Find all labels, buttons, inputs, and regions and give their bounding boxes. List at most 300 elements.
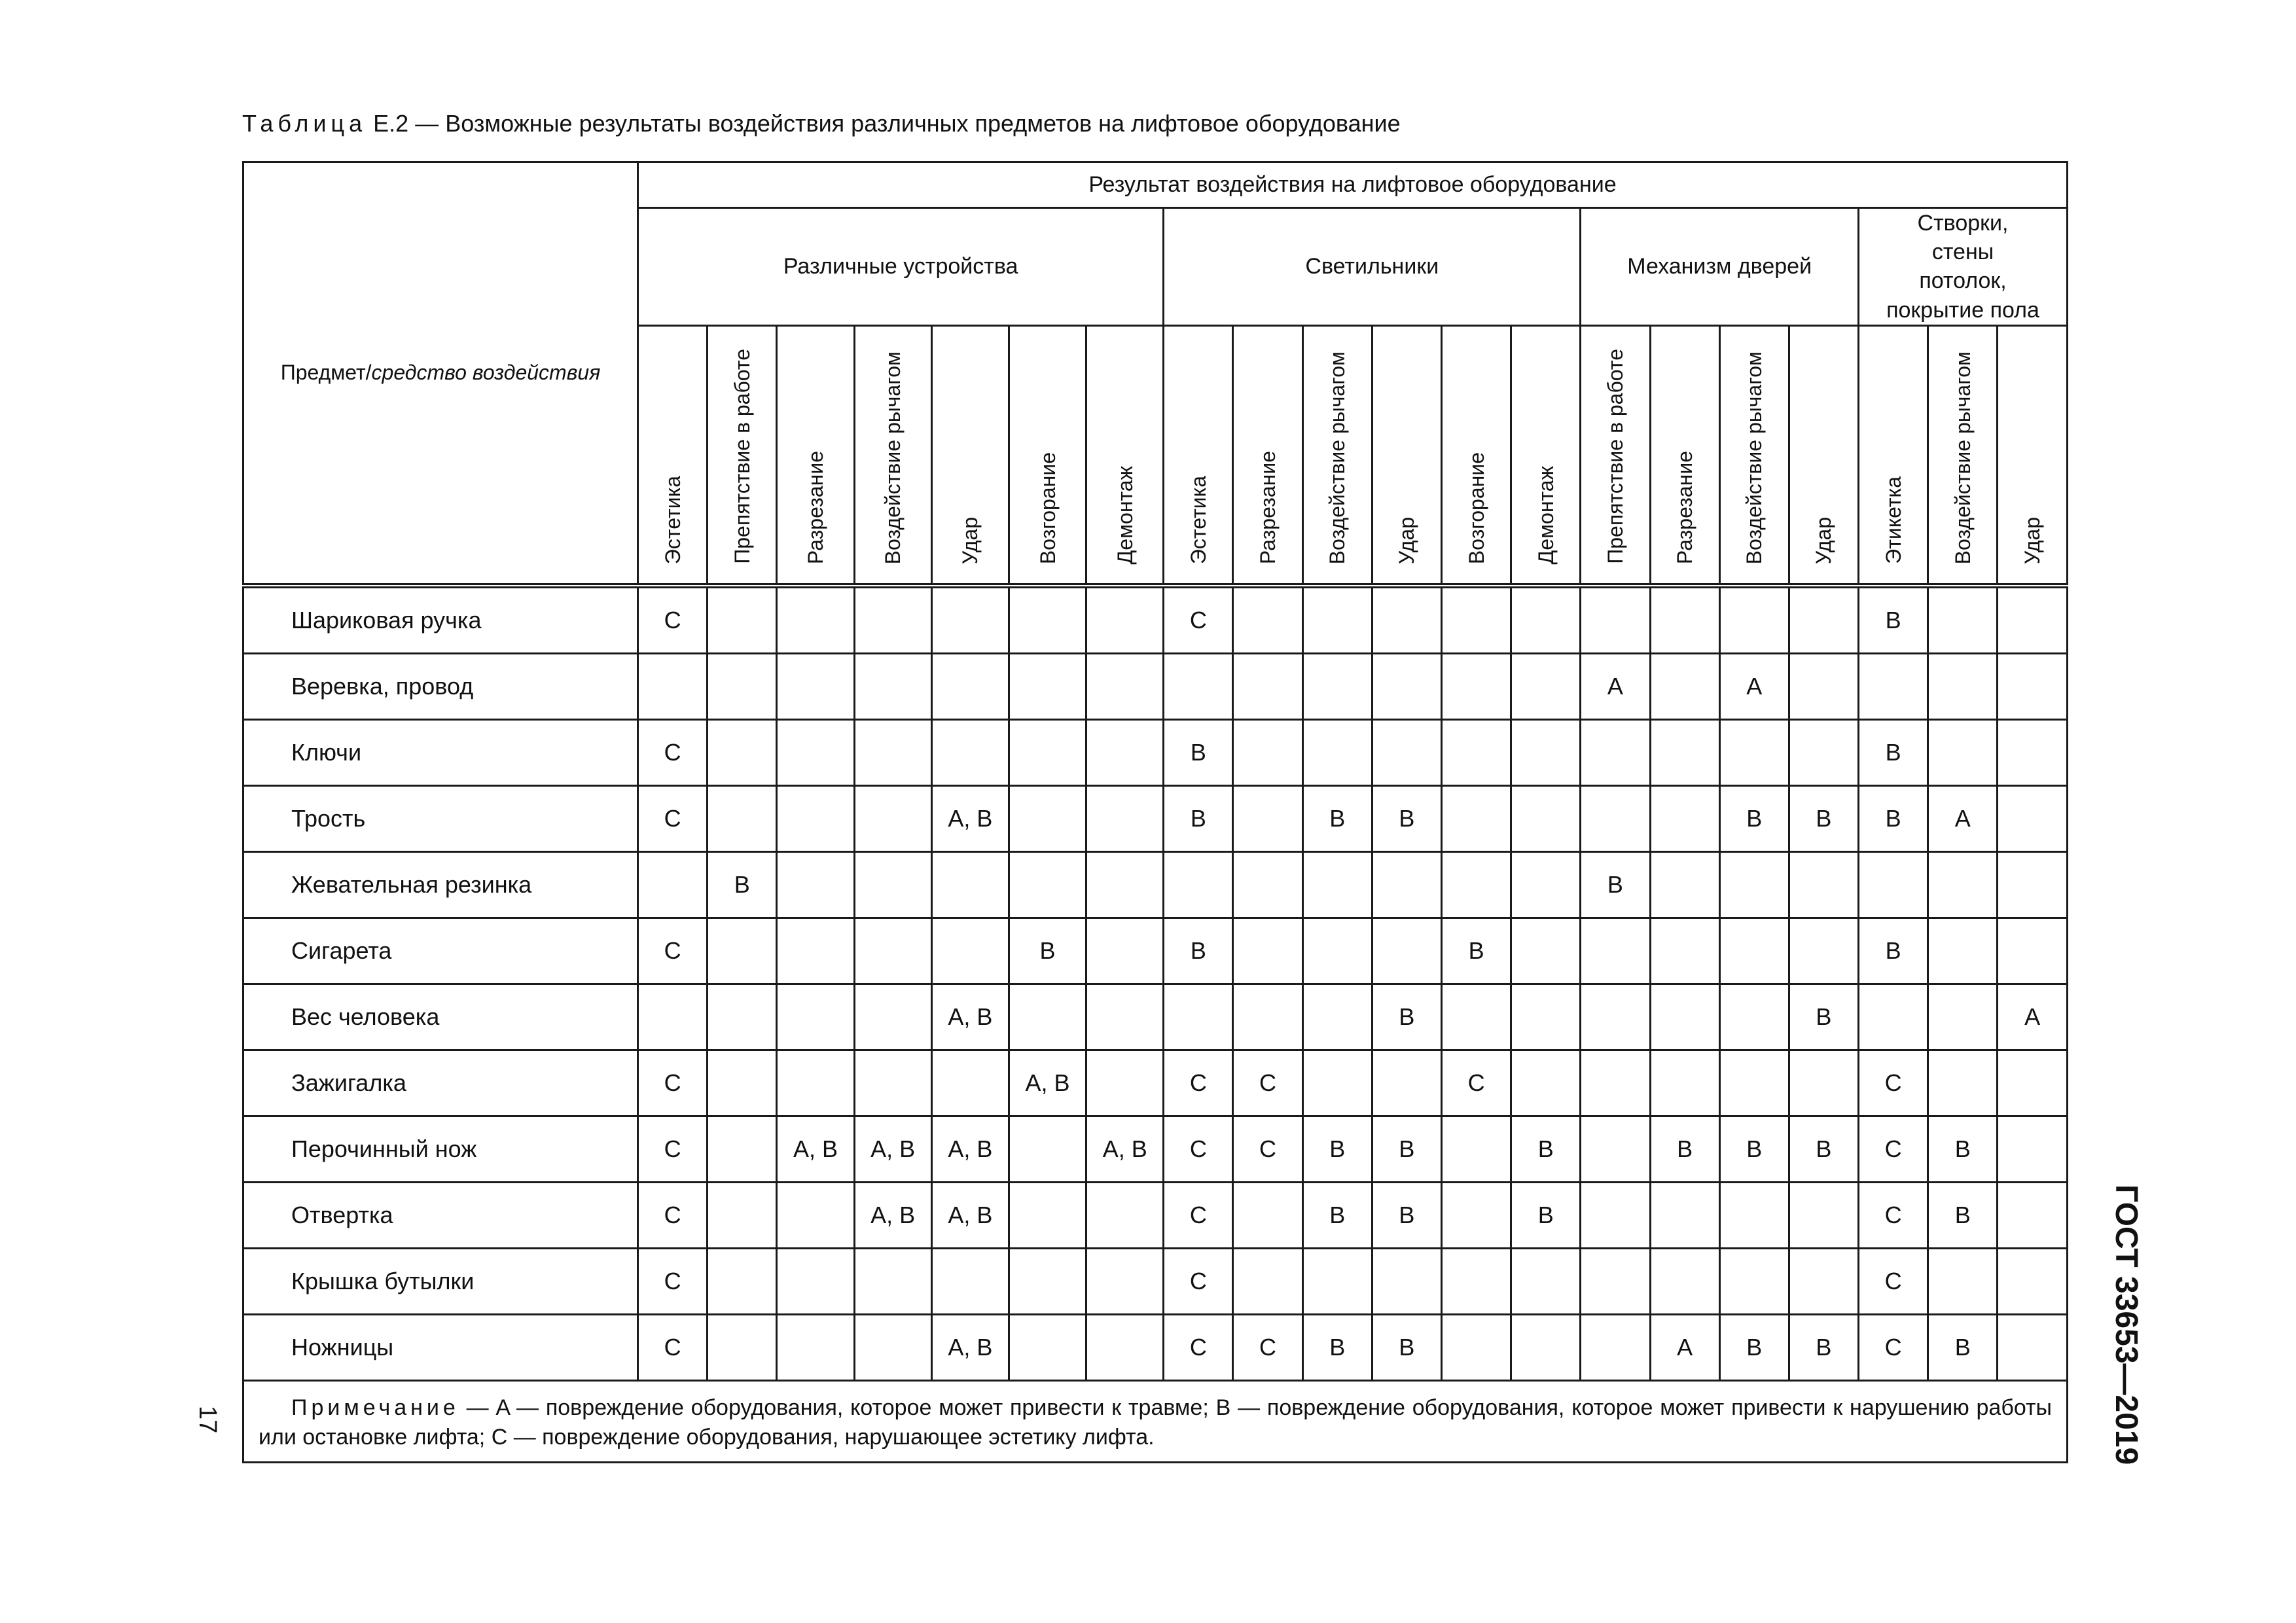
table-cell bbox=[1372, 720, 1441, 786]
table-cell bbox=[1998, 1315, 2068, 1381]
table-row bbox=[243, 786, 2068, 852]
column-header-label: Воздействие рычагом bbox=[1325, 351, 1350, 565]
table-cell: B bbox=[1302, 786, 1372, 852]
group-header: Механизм дверей bbox=[1581, 208, 1859, 326]
table-cell: B bbox=[1859, 918, 1928, 984]
table-cell bbox=[1719, 720, 1789, 786]
table-cell bbox=[777, 1315, 854, 1381]
table-cell bbox=[854, 984, 931, 1050]
table-cell bbox=[1789, 1183, 1858, 1249]
table-cell bbox=[1372, 586, 1441, 654]
table-cell: B bbox=[1928, 1315, 1998, 1381]
table-cell bbox=[1719, 586, 1789, 654]
table-cell bbox=[1581, 720, 1650, 786]
table-cell bbox=[1650, 586, 1719, 654]
table-cell bbox=[1719, 852, 1789, 918]
table-cell: C bbox=[638, 918, 708, 984]
table-row bbox=[243, 984, 2068, 1050]
table-cell: C bbox=[638, 1183, 708, 1249]
note-row bbox=[243, 1381, 2068, 1463]
table-cell bbox=[708, 586, 777, 654]
table-cell: C bbox=[638, 1116, 708, 1183]
table-cell: B bbox=[708, 852, 777, 918]
column-header-label: Возгорание bbox=[1464, 452, 1488, 565]
table-cell: C bbox=[1441, 1050, 1511, 1116]
table-cell bbox=[1650, 786, 1719, 852]
table-cell: C bbox=[1859, 1183, 1928, 1249]
impact-table bbox=[242, 161, 2068, 1463]
table-cell bbox=[777, 786, 854, 852]
table-cell bbox=[777, 1050, 854, 1116]
column-header bbox=[1719, 325, 1789, 586]
table-cell: C bbox=[638, 1050, 708, 1116]
table-cell bbox=[931, 586, 1009, 654]
column-header bbox=[1302, 325, 1372, 586]
table-cell bbox=[1789, 654, 1858, 720]
table-cell bbox=[1009, 586, 1086, 654]
table-cell bbox=[1928, 586, 1998, 654]
table-cell: B bbox=[1372, 984, 1441, 1050]
table-cell bbox=[1719, 1183, 1789, 1249]
table-cell bbox=[1164, 852, 1233, 918]
table-cell: B bbox=[1789, 984, 1858, 1050]
table-cell bbox=[1233, 654, 1302, 720]
table-cell bbox=[1086, 1050, 1164, 1116]
table-cell bbox=[708, 654, 777, 720]
row-subject: Крышка бутылки bbox=[243, 1249, 638, 1315]
row-subject: Шариковая ручка bbox=[243, 586, 638, 654]
table-cell bbox=[1009, 720, 1086, 786]
table-cell bbox=[1164, 984, 1233, 1050]
column-header-label: Препятствие в работе bbox=[1603, 349, 1627, 565]
table-cell bbox=[777, 984, 854, 1050]
table-cell bbox=[777, 1249, 854, 1315]
table-cell: C bbox=[1164, 1183, 1233, 1249]
table-cell: C bbox=[1233, 1050, 1302, 1116]
table-cell bbox=[1302, 984, 1372, 1050]
column-header bbox=[1511, 325, 1581, 586]
row-subject: Сигарета bbox=[243, 918, 638, 984]
table-cell bbox=[1009, 852, 1086, 918]
column-header-label: Удар bbox=[1812, 516, 1836, 565]
table-cell: C bbox=[1164, 586, 1233, 654]
column-header bbox=[931, 325, 1009, 586]
table-cell bbox=[1928, 1249, 1998, 1315]
table-cell bbox=[1009, 984, 1086, 1050]
table-row bbox=[243, 918, 2068, 984]
table-cell bbox=[1009, 786, 1086, 852]
table-cell bbox=[1511, 654, 1581, 720]
table-cell: B bbox=[1372, 786, 1441, 852]
group-header: Светильники bbox=[1164, 208, 1581, 326]
table-cell bbox=[1581, 1050, 1650, 1116]
column-header bbox=[1650, 325, 1719, 586]
row-subject: Вес человека bbox=[243, 984, 638, 1050]
table-cell: B bbox=[1859, 720, 1928, 786]
table-cell bbox=[1789, 852, 1858, 918]
table-cell bbox=[1233, 786, 1302, 852]
table-cell: A, B bbox=[931, 984, 1009, 1050]
caption-label: Таблица bbox=[242, 110, 367, 137]
table-cell: B bbox=[1650, 1116, 1719, 1183]
table-cell: B bbox=[1719, 786, 1789, 852]
table-cell bbox=[1086, 1315, 1164, 1381]
row-subject: Трость bbox=[243, 786, 638, 852]
table-cell bbox=[1511, 918, 1581, 984]
column-header-label: Демонтаж bbox=[1534, 465, 1558, 565]
table-cell bbox=[1302, 852, 1372, 918]
table-cell: C bbox=[1233, 1116, 1302, 1183]
column-header bbox=[1928, 325, 1998, 586]
table-cell: B bbox=[1719, 1116, 1789, 1183]
table-cell bbox=[638, 984, 708, 1050]
table-cell bbox=[1086, 786, 1164, 852]
table-cell bbox=[708, 918, 777, 984]
table-cell: C bbox=[1859, 1050, 1928, 1116]
table-cell bbox=[708, 786, 777, 852]
table-cell bbox=[1511, 1249, 1581, 1315]
column-header-label: Разрезание bbox=[803, 450, 827, 565]
table-cell: B bbox=[1719, 1315, 1789, 1381]
note-text: — A — повреждение оборудования, которое может привести к травме; B — повреждение оборудования, которое может привести к нарушению работы или остановке лифта; C — повреждение оборудования, нарушающее эстетику лифта. bbox=[259, 1395, 2052, 1450]
column-header bbox=[1581, 325, 1650, 586]
table-cell bbox=[854, 1315, 931, 1381]
table-cell: B bbox=[1302, 1315, 1372, 1381]
table-cell bbox=[1086, 984, 1164, 1050]
table-cell bbox=[1511, 786, 1581, 852]
table-cell bbox=[1441, 654, 1511, 720]
table-cell bbox=[1998, 654, 2068, 720]
table-cell: B bbox=[1302, 1183, 1372, 1249]
table-cell bbox=[1372, 852, 1441, 918]
table-row bbox=[243, 1050, 2068, 1116]
table-cell bbox=[1233, 852, 1302, 918]
row-subject: Перочинный нож bbox=[243, 1116, 638, 1183]
table-cell: C bbox=[1233, 1315, 1302, 1381]
table-row bbox=[243, 1315, 2068, 1381]
table-cell bbox=[1928, 984, 1998, 1050]
table-cell: C bbox=[1164, 1050, 1233, 1116]
table-cell bbox=[1086, 586, 1164, 654]
column-header-label: Воздействие рычагом bbox=[1742, 351, 1767, 565]
table-cell: A, B bbox=[931, 1116, 1009, 1183]
table-cell bbox=[1372, 1249, 1441, 1315]
column-header-label: Возгорание bbox=[1035, 452, 1060, 565]
column-header bbox=[1233, 325, 1302, 586]
column-header-label: Эстетика bbox=[1186, 476, 1210, 565]
group-header: Створки, стены потолок, покрытие пола bbox=[1859, 208, 2068, 326]
table-cell bbox=[1086, 654, 1164, 720]
column-header-label: Удар bbox=[2020, 516, 2045, 565]
table-cell bbox=[1302, 720, 1372, 786]
table-cell bbox=[777, 720, 854, 786]
table-cell: C bbox=[638, 720, 708, 786]
table-cell: B bbox=[1302, 1116, 1372, 1183]
table-cell: A, B bbox=[931, 1315, 1009, 1381]
table-cell: B bbox=[1511, 1116, 1581, 1183]
table-cell bbox=[1581, 1116, 1650, 1183]
row-subject: Ножницы bbox=[243, 1315, 638, 1381]
table-cell bbox=[708, 1050, 777, 1116]
page-number: 17 bbox=[194, 1406, 221, 1434]
table-cell: B bbox=[1859, 786, 1928, 852]
table-cell bbox=[708, 1116, 777, 1183]
table-cell bbox=[1789, 918, 1858, 984]
column-header-label: Демонтаж bbox=[1113, 465, 1137, 565]
table-cell bbox=[708, 720, 777, 786]
table-cell bbox=[1441, 1315, 1511, 1381]
table-cell bbox=[1441, 1183, 1511, 1249]
table-cell bbox=[1581, 1249, 1650, 1315]
column-header bbox=[1859, 325, 1928, 586]
table-cell bbox=[1441, 852, 1511, 918]
table-cell bbox=[1789, 1249, 1858, 1315]
group-header: Различные устройства bbox=[638, 208, 1164, 326]
table-cell bbox=[638, 852, 708, 918]
table-cell bbox=[1441, 586, 1511, 654]
table-cell: A, B bbox=[854, 1183, 931, 1249]
table-cell bbox=[854, 654, 931, 720]
table-cell bbox=[1719, 1249, 1789, 1315]
table-cell bbox=[1859, 984, 1928, 1050]
table-cell bbox=[1719, 984, 1789, 1050]
table-cell bbox=[1650, 918, 1719, 984]
row-subject: Жевательная резинка bbox=[243, 852, 638, 918]
table-cell bbox=[1511, 852, 1581, 918]
table-row bbox=[243, 852, 2068, 918]
table-note bbox=[243, 1381, 2068, 1463]
table-cell bbox=[931, 1050, 1009, 1116]
table-cell: B bbox=[1164, 720, 1233, 786]
table-cell bbox=[708, 1183, 777, 1249]
table-cell bbox=[1650, 654, 1719, 720]
table-cell bbox=[1998, 1183, 2068, 1249]
row-subject: Отвертка bbox=[243, 1183, 638, 1249]
table-cell bbox=[1009, 1315, 1086, 1381]
table-cell bbox=[1009, 654, 1086, 720]
table-cell: A, B bbox=[1009, 1050, 1086, 1116]
table-cell bbox=[1233, 720, 1302, 786]
table-cell bbox=[1650, 1183, 1719, 1249]
table-cell bbox=[1928, 720, 1998, 786]
table-cell bbox=[1302, 1249, 1372, 1315]
table-cell bbox=[1233, 1249, 1302, 1315]
table-cell: C bbox=[638, 586, 708, 654]
table-cell: A, B bbox=[777, 1116, 854, 1183]
table-cell bbox=[1719, 1050, 1789, 1116]
column-header bbox=[1086, 325, 1164, 586]
column-header-label: Разрезание bbox=[1256, 450, 1280, 565]
table-cell bbox=[1581, 786, 1650, 852]
table-cell: C bbox=[638, 1249, 708, 1315]
table-cell: B bbox=[1009, 918, 1086, 984]
table-cell bbox=[1581, 1183, 1650, 1249]
result-header: Результат воздействия на лифтовое оборудование bbox=[638, 162, 2068, 208]
table-cell bbox=[1650, 720, 1719, 786]
column-header bbox=[854, 325, 931, 586]
table-cell bbox=[1086, 1183, 1164, 1249]
table-cell bbox=[1581, 1315, 1650, 1381]
table-cell bbox=[1789, 586, 1858, 654]
table-cell bbox=[1372, 918, 1441, 984]
table-cell bbox=[1441, 1116, 1511, 1183]
table-row bbox=[243, 1249, 2068, 1315]
table-cell: B bbox=[1372, 1116, 1441, 1183]
table-cell: C bbox=[1164, 1116, 1233, 1183]
table-cell bbox=[1086, 918, 1164, 984]
table-cell bbox=[1302, 918, 1372, 984]
table-cell: B bbox=[1164, 786, 1233, 852]
table-cell bbox=[1511, 586, 1581, 654]
table-cell bbox=[1372, 1050, 1441, 1116]
table-cell bbox=[1998, 852, 2068, 918]
table-cell bbox=[1511, 1050, 1581, 1116]
table-cell: B bbox=[1372, 1183, 1441, 1249]
table-cell bbox=[1998, 720, 2068, 786]
column-header-label: Этикетка bbox=[1881, 476, 1905, 565]
column-header bbox=[1372, 325, 1441, 586]
table-row bbox=[243, 720, 2068, 786]
table-cell bbox=[777, 852, 854, 918]
table-cell bbox=[1998, 918, 2068, 984]
table-cell bbox=[1009, 1183, 1086, 1249]
table-cell: B bbox=[1859, 586, 1928, 654]
table-cell bbox=[777, 918, 854, 984]
row-subject: Веревка, провод bbox=[243, 654, 638, 720]
table-cell bbox=[1650, 1249, 1719, 1315]
table-cell bbox=[1650, 984, 1719, 1050]
table-cell bbox=[638, 654, 708, 720]
table-cell bbox=[1581, 918, 1650, 984]
column-header-label: Эстетика bbox=[660, 476, 685, 565]
table-cell: A bbox=[1719, 654, 1789, 720]
table-cell: C bbox=[1859, 1249, 1928, 1315]
table-cell: B bbox=[1789, 1315, 1858, 1381]
table-cell bbox=[931, 720, 1009, 786]
column-header-label: Удар bbox=[1395, 516, 1419, 565]
table-cell: B bbox=[1164, 918, 1233, 984]
table-cell bbox=[1998, 1116, 2068, 1183]
column-header bbox=[1441, 325, 1511, 586]
table-cell bbox=[854, 586, 931, 654]
table-cell: B bbox=[1511, 1183, 1581, 1249]
table-cell bbox=[1789, 720, 1858, 786]
table-row bbox=[243, 586, 2068, 654]
table-cell bbox=[1441, 786, 1511, 852]
document-side-title: ГОСТ 33653—2019 bbox=[2109, 1185, 2144, 1465]
column-header-label: Воздействие рычагом bbox=[1950, 351, 1975, 565]
note-label: Примечание bbox=[291, 1395, 459, 1421]
column-header-label: Удар bbox=[958, 516, 982, 565]
table-cell bbox=[1009, 1249, 1086, 1315]
column-header bbox=[1789, 325, 1858, 586]
table-cell bbox=[1511, 1315, 1581, 1381]
table-cell bbox=[1441, 720, 1511, 786]
table-cell bbox=[1086, 1249, 1164, 1315]
table-caption bbox=[242, 110, 1401, 137]
table-cell bbox=[854, 1050, 931, 1116]
table-cell bbox=[1998, 586, 2068, 654]
table-row bbox=[243, 1116, 2068, 1183]
table-cell bbox=[1650, 852, 1719, 918]
table-cell bbox=[1164, 654, 1233, 720]
subject-column-header bbox=[243, 162, 638, 586]
table-cell bbox=[708, 1315, 777, 1381]
table-cell bbox=[1928, 1050, 1998, 1116]
table-cell bbox=[1233, 586, 1302, 654]
table-cell: C bbox=[1859, 1315, 1928, 1381]
table-cell: C bbox=[638, 786, 708, 852]
table-cell bbox=[854, 720, 931, 786]
table-cell bbox=[1928, 852, 1998, 918]
table-cell: A, B bbox=[931, 786, 1009, 852]
table-cell bbox=[1928, 918, 1998, 984]
table-cell bbox=[854, 1249, 931, 1315]
table-cell: C bbox=[1164, 1249, 1233, 1315]
table-cell bbox=[1789, 1050, 1858, 1116]
table-cell bbox=[1302, 1050, 1372, 1116]
column-header bbox=[1009, 325, 1086, 586]
table-cell bbox=[854, 852, 931, 918]
table-cell: B bbox=[1789, 1116, 1858, 1183]
table-cell: B bbox=[1441, 918, 1511, 984]
table-cell bbox=[708, 1249, 777, 1315]
table-cell bbox=[1998, 1249, 2068, 1315]
table-cell bbox=[1086, 720, 1164, 786]
table-cell bbox=[1302, 586, 1372, 654]
table-cell: B bbox=[1928, 1116, 1998, 1183]
table-cell bbox=[1233, 1183, 1302, 1249]
table-cell bbox=[1998, 1050, 2068, 1116]
table-cell bbox=[931, 918, 1009, 984]
row-subject: Ключи bbox=[243, 720, 638, 786]
table-cell bbox=[1233, 918, 1302, 984]
table-cell bbox=[1233, 984, 1302, 1050]
column-header-label: Разрезание bbox=[1673, 450, 1697, 565]
table-cell: A bbox=[1998, 984, 2068, 1050]
table-cell bbox=[708, 984, 777, 1050]
table-cell: B bbox=[1928, 1183, 1998, 1249]
table-cell: B bbox=[1581, 852, 1650, 918]
table-cell bbox=[1302, 654, 1372, 720]
table-cell bbox=[1859, 654, 1928, 720]
table-row bbox=[243, 1183, 2068, 1249]
column-header-label: Воздействие рычагом bbox=[881, 351, 905, 565]
table-cell: C bbox=[638, 1315, 708, 1381]
table-cell bbox=[854, 918, 931, 984]
table-cell bbox=[1511, 720, 1581, 786]
column-header-label: Препятствие в работе bbox=[730, 349, 754, 565]
table-row bbox=[243, 654, 2068, 720]
table-cell bbox=[1441, 1249, 1511, 1315]
table-cell bbox=[854, 786, 931, 852]
table-cell: A, B bbox=[1086, 1116, 1164, 1183]
table-cell bbox=[931, 1249, 1009, 1315]
column-header bbox=[708, 325, 777, 586]
table-cell bbox=[1511, 984, 1581, 1050]
column-header bbox=[1998, 325, 2068, 586]
table-cell bbox=[931, 654, 1009, 720]
table-cell: A, B bbox=[854, 1116, 931, 1183]
subject-header-main: Предмет/ bbox=[280, 361, 372, 385]
table-cell bbox=[1650, 1050, 1719, 1116]
table-cell bbox=[777, 654, 854, 720]
table-cell bbox=[931, 852, 1009, 918]
column-header bbox=[1164, 325, 1233, 586]
column-header bbox=[777, 325, 854, 586]
table-cell: A bbox=[1581, 654, 1650, 720]
table-cell bbox=[1441, 984, 1511, 1050]
